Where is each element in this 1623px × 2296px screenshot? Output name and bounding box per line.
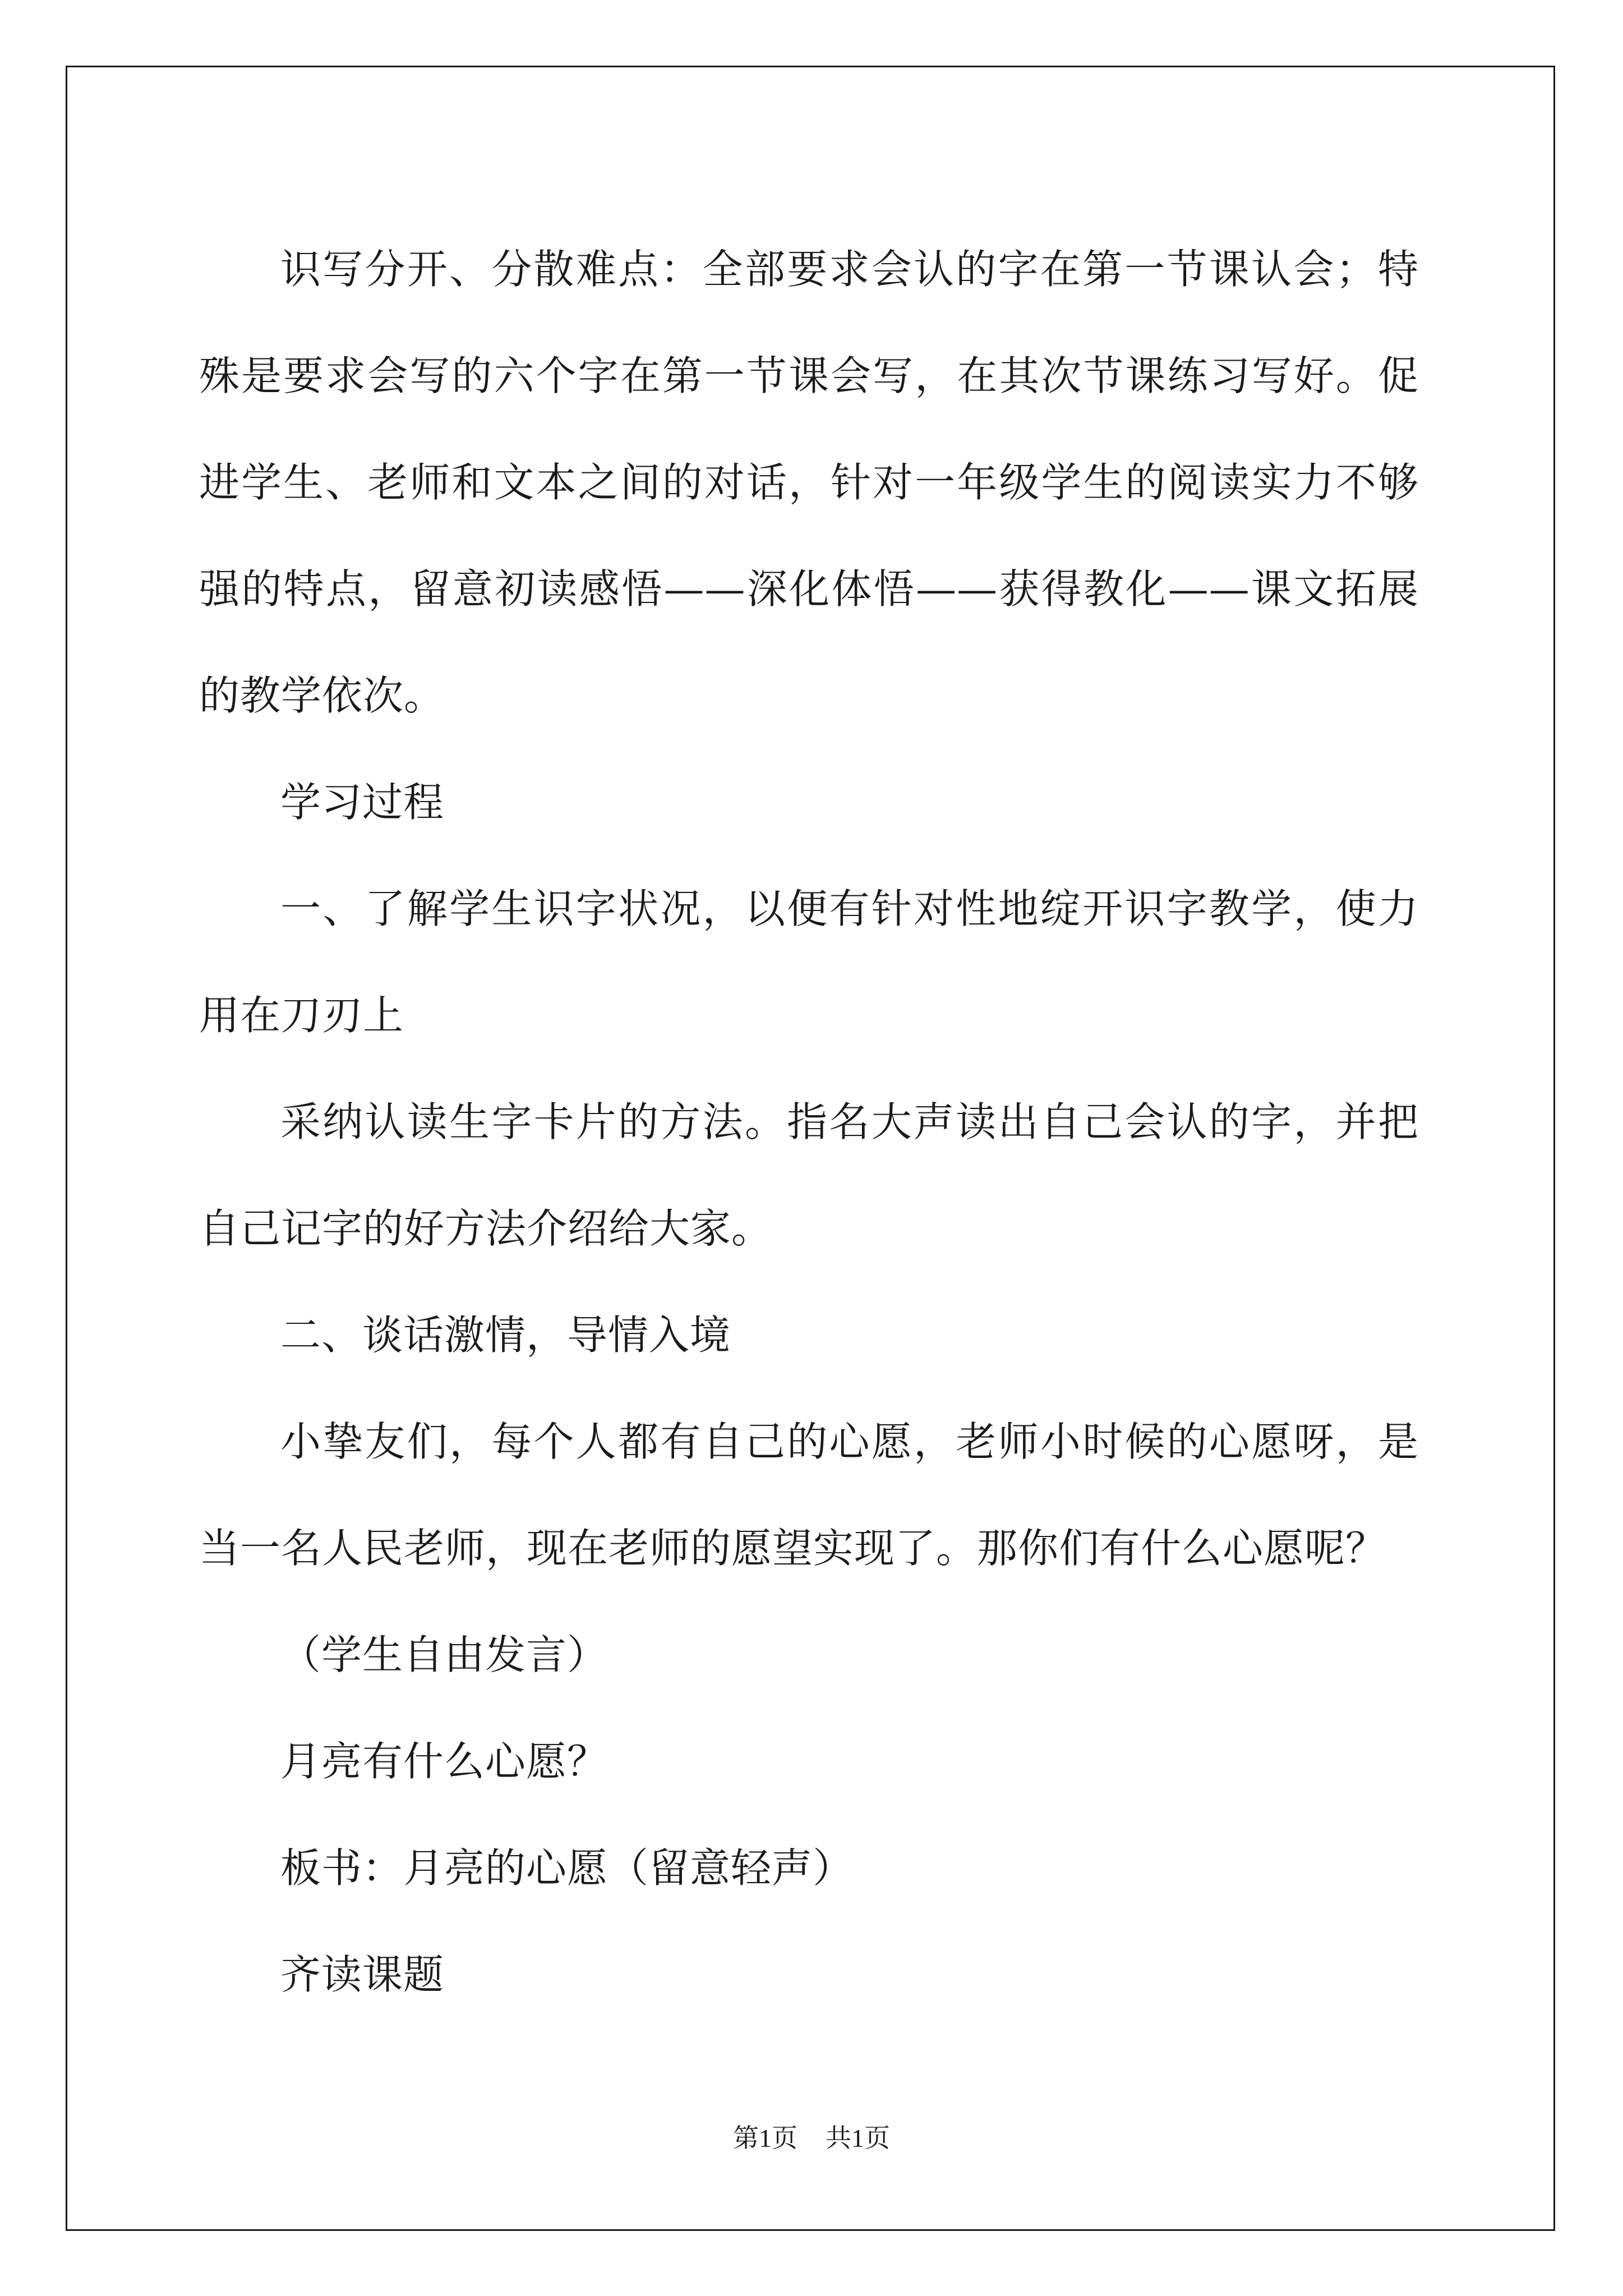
paragraph: 采纳认读生字卡片的方法。指名大声读出自己会认的字，并把自己记字的好方法介绍给大家。 (199, 1098, 1419, 1252)
paragraph: （学生自由发言） (280, 1631, 608, 1678)
page-footer (0, 2122, 1623, 2155)
paragraph: 识写分开、分散难点：全部要求会认的字在第一节课认会；特殊是要求会写的六个字在第一节课会写，在其次节课练习写好。促进学生、老师和文本之间的对话，针对一年级学生的阅读实力不够强的特点，留意初读感悟——深化体悟——获得教化——课文拓展的教学依次。 (199, 246, 1419, 719)
section-heading: 一、了解学生识字状况，以便有针对性地绽开识字教学，使力用在刀刃上 (199, 885, 1419, 1039)
paragraph: 齐读课题 (280, 1951, 445, 1998)
page-number-total: 共1页 (826, 2124, 890, 2152)
page-number-current: 第1页 (733, 2124, 797, 2152)
section-heading: 学习过程 (280, 779, 445, 826)
paragraph: 小挚友们，每个人都有自己的心愿，老师小时候的心愿呀，是当一名人民老师，现在老师的愿望实现了。那你们有什么心愿呢？ (199, 1418, 1419, 1572)
paragraph: 月亮有什么心愿？ (280, 1738, 608, 1785)
document-body (199, 216, 1419, 2028)
paragraph: 板书：月亮的心愿（留意轻声） (280, 1844, 854, 1892)
section-heading: 二、谈话激情，导情入境 (280, 1312, 731, 1359)
